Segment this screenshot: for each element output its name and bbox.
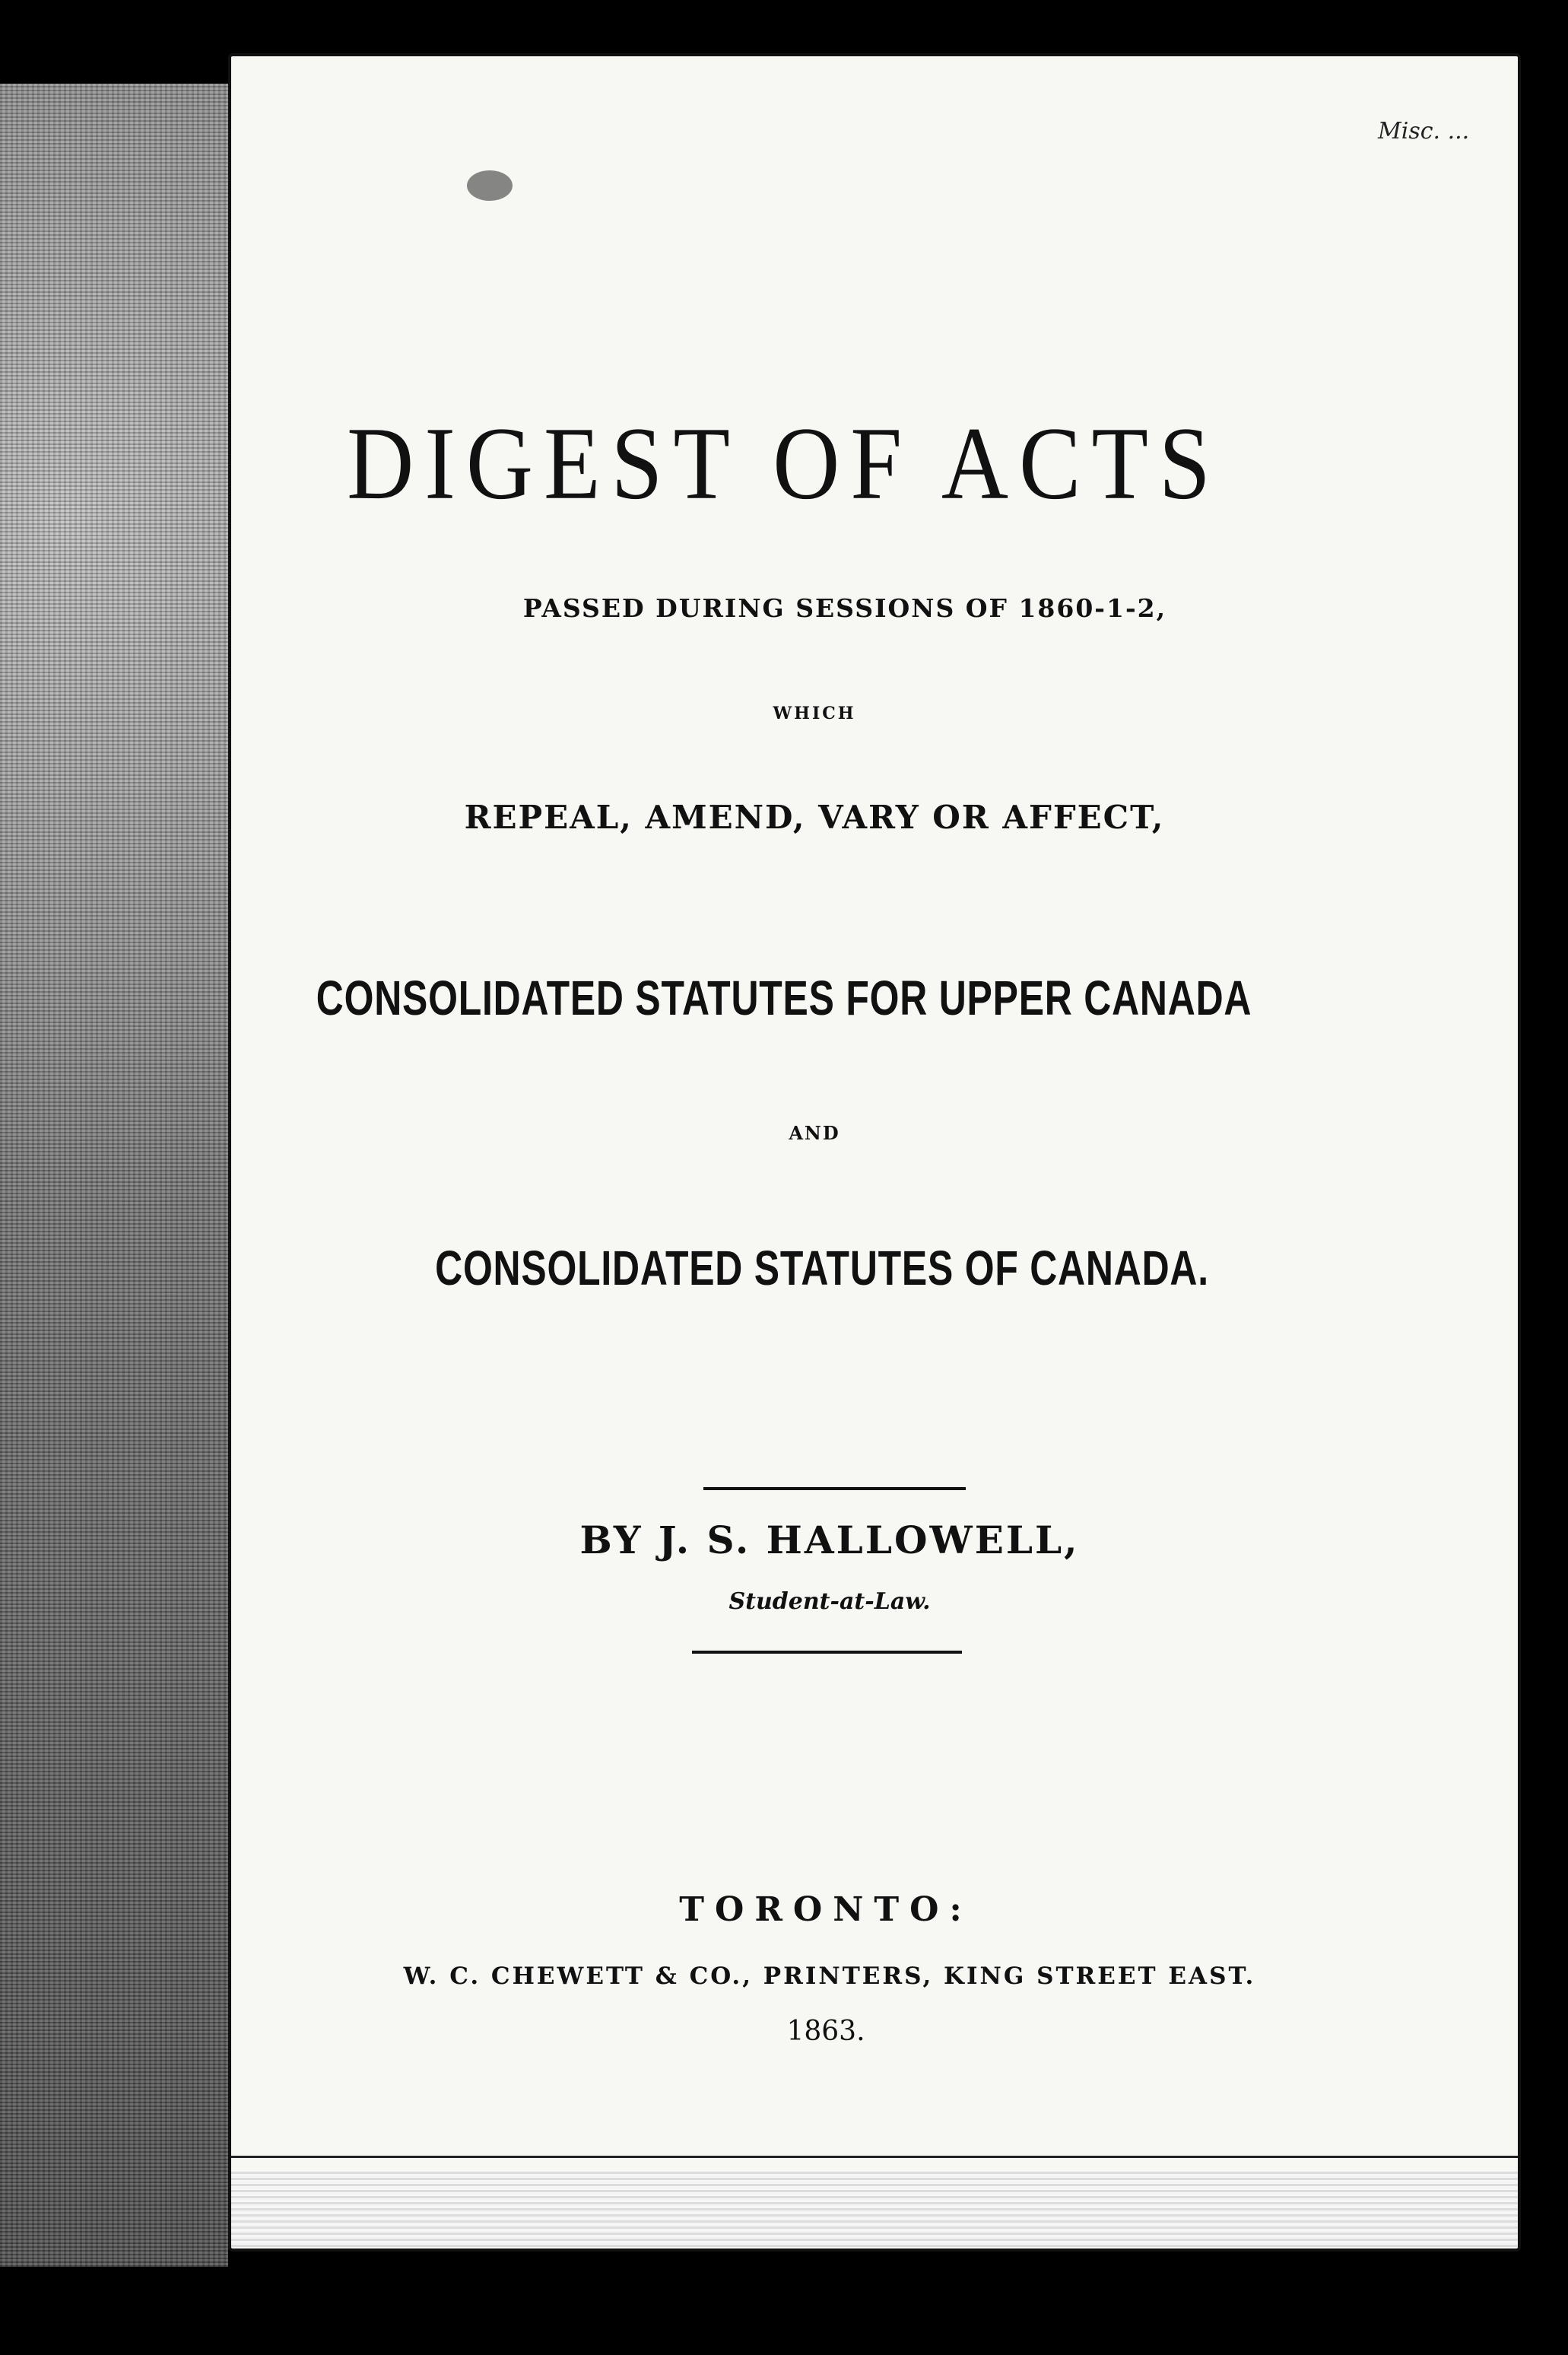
page-title: DIGEST OF ACTS <box>347 405 1221 522</box>
subtitle-repeal: REPEAL, AMEND, VARY OR AFFECT, <box>464 799 1165 836</box>
author-role: Student-at-Law. <box>728 1588 931 1615</box>
imprint-city: TORONTO: <box>679 1890 973 1929</box>
conjunction-and: AND <box>789 1122 840 1144</box>
subtitle-sessions: PASSED DURING SESSIONS OF 1860-1-2, <box>522 593 1167 623</box>
ink-blot <box>467 170 513 201</box>
handwritten-note: Misc. ... <box>1378 118 1470 145</box>
imprint-printer: W. C. CHEWETT & CO., PRINTERS, KING STREET EAST. <box>403 1962 1256 1990</box>
author-name: BY J. S. HALLOWELL, <box>579 1518 1080 1562</box>
statute-upper-canada: CONSOLIDATED STATUTES FOR UPPER CANADA <box>316 971 1252 1025</box>
subtitle-which: WHICH <box>773 704 856 723</box>
rule-below-author <box>692 1651 962 1654</box>
statute-canada: CONSOLIDATED STATUTES OF CANADA. <box>435 1241 1209 1295</box>
rule-above-author <box>703 1487 966 1490</box>
imprint-year: 1863. <box>786 2016 865 2047</box>
